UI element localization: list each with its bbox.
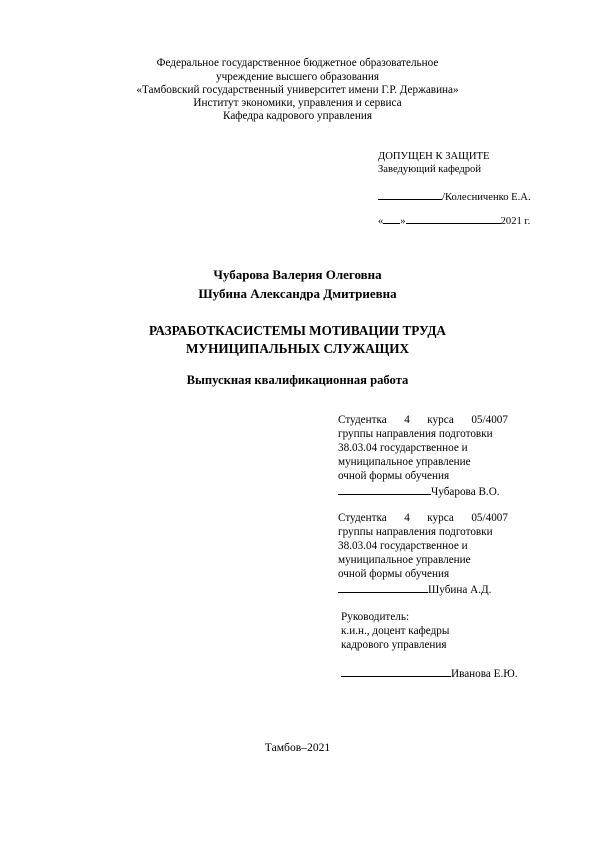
thesis-title-line-1: РАЗРАБОТКАСИСТЕМЫ МОТИВАЦИИ ТРУДА [149, 323, 446, 338]
city-year: Тамбов–2021 [264, 741, 331, 754]
signature-blank [341, 667, 451, 677]
student-2-signature-name: Шубина А.Д. [428, 584, 492, 596]
date-day-blank [383, 214, 400, 224]
student-1-word-2: 4 [404, 414, 410, 426]
student-1-signature-name: Чубарова В.О. [431, 486, 500, 498]
student-2-line-2: 38.03.04 государственное и [338, 540, 468, 552]
approval-title: ДОПУЩЕН К ЗАЩИТЕ [378, 151, 490, 162]
student-2-signature [338, 583, 491, 596]
supervisor-line-1: к.и.н., доцент кафедры [341, 625, 450, 637]
header-line-3: «Тамбовский государственный университет имени Г.Р. Державина» [136, 84, 459, 96]
date-close-quote: » [400, 216, 406, 227]
date-month-blank [406, 214, 501, 224]
thesis-title-line-2: МУНИЦИПАЛЬНЫХ СЛУЖАЩИХ [185, 341, 410, 356]
supervisor-line-2: кадрового управления [341, 639, 447, 651]
approval-role: Заведующий кафедрой [378, 164, 482, 175]
student-1-line-3: муниципальное управление [338, 456, 471, 468]
supervisor-signature-name: Иванова Е.Ю. [451, 668, 518, 680]
student-1-word-3: курса [427, 414, 454, 426]
student-2-line-3: муниципальное управление [338, 554, 471, 566]
student-2-word-4: 05/4007 [471, 512, 508, 524]
approval-signature [378, 190, 531, 204]
header-line-5: Кафедра кадрового управления [223, 110, 372, 122]
student-1-word-1: Студентка [338, 414, 387, 426]
student-1-word-4: 05/4007 [471, 414, 508, 426]
date-open-quote: « [378, 216, 384, 227]
header-line-1: Федеральное государственное бюджетное образовательное [156, 57, 439, 69]
student-1-line-1: группы направления подготовки [338, 428, 493, 440]
student-2-line-1: группы направления подготовки [338, 526, 493, 538]
author-2: Шубина Александра Дмитриевна [198, 286, 397, 301]
supervisor-signature [341, 667, 518, 680]
student-1-course-line [338, 415, 508, 426]
thesis-type: Выпускная квалификационная работа [186, 373, 409, 387]
student-2-line-4: очной формы обучения [338, 568, 450, 580]
approval-date [378, 214, 530, 228]
date-year: 2021 г. [500, 216, 531, 227]
student-1-line-2: 38.03.04 государственное и [338, 442, 468, 454]
student-2-word-1: Студентка [338, 512, 387, 524]
header-line-4: Институт экономики, управления и сервиса [193, 97, 402, 109]
author-1: Чубарова Валерия Олеговна [213, 267, 382, 282]
supervisor-label: Руководитель: [341, 611, 410, 623]
header-line-2: учреждение высшего образования [216, 71, 379, 83]
signature-blank [338, 485, 431, 495]
signature-blank [378, 190, 442, 200]
student-2-course-line [338, 513, 508, 524]
student-1-signature [338, 485, 500, 498]
student-2-word-2: 4 [404, 512, 410, 524]
signature-blank [338, 583, 428, 593]
student-2-word-3: курса [427, 512, 454, 524]
student-1-line-4: очной формы обучения [338, 470, 450, 482]
approval-signature-name: /Колесниченко Е.А. [442, 192, 531, 203]
